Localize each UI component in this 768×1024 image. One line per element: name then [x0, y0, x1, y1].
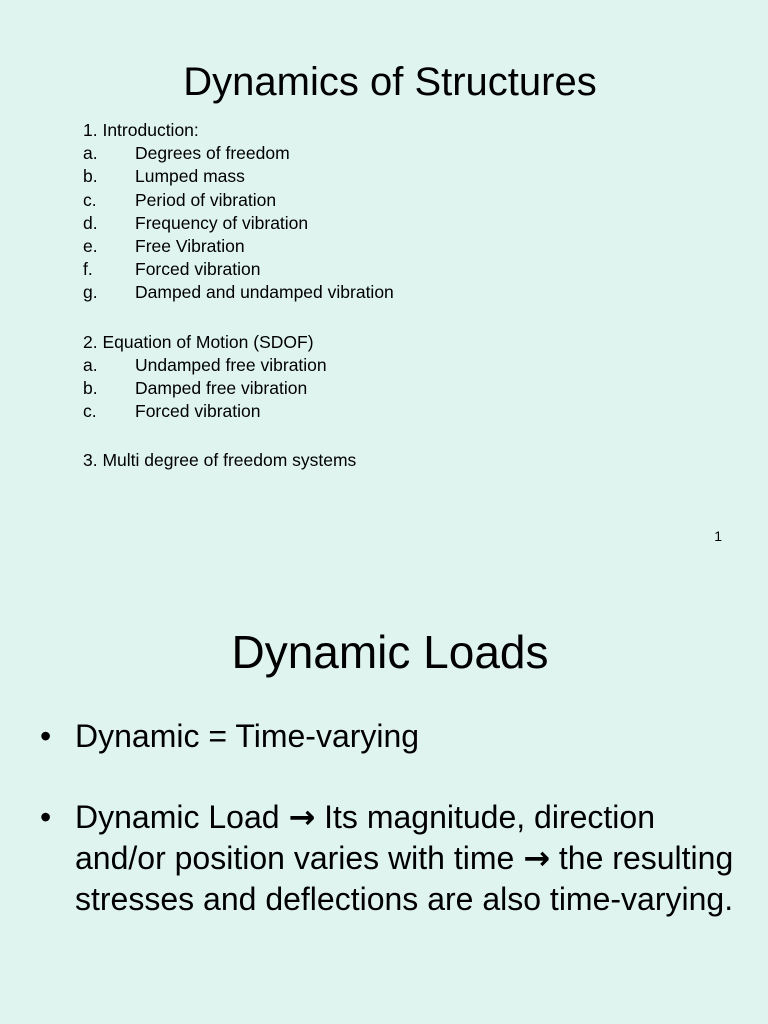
item-letter: a.	[83, 143, 98, 164]
bullet-list	[40, 716, 740, 960]
item-letter: c.	[83, 401, 97, 422]
item-letter: b.	[83, 378, 98, 399]
item-text: Damped free vibration	[135, 378, 308, 399]
item-text: Lumped mass	[135, 166, 245, 187]
spacer	[83, 423, 394, 449]
item-text: Degrees of freedom	[135, 143, 290, 164]
item-letter: c.	[83, 189, 97, 210]
item-letter: e.	[83, 236, 98, 257]
section-heading: 3. Multi degree of freedom systems	[83, 450, 357, 471]
item-letter: d.	[83, 212, 98, 233]
item-text: Frequency of vibration	[135, 212, 309, 233]
item-text: Free Vibration	[135, 236, 245, 257]
bullet-text-part: Its magnitude, direction and/or position varies with time	[75, 799, 655, 876]
slide-2	[0, 560, 768, 1024]
bullet-text-part: Dynamic Load	[75, 799, 289, 835]
page-number: 1	[714, 528, 722, 544]
slide-title: Dynamic Loads	[231, 626, 549, 678]
spacer	[83, 305, 394, 331]
list-item	[83, 165, 394, 188]
item-letter: f.	[83, 259, 93, 280]
list-item	[83, 400, 394, 423]
list-item	[83, 189, 394, 212]
item-text: Period of vibration	[135, 189, 277, 210]
arrow-right-icon: →	[523, 839, 551, 877]
list-item	[83, 377, 394, 400]
bullet-item	[40, 797, 740, 920]
item-text: Forced vibration	[135, 401, 261, 422]
item-text: Damped and undamped vibration	[135, 282, 394, 303]
list-item	[83, 258, 394, 281]
section-heading: 1. Introduction:	[83, 120, 199, 140]
table-of-contents	[83, 119, 394, 473]
item-text: Undamped free vibration	[135, 354, 327, 375]
bullet-text-part: the resulting stresses and deflections are also time-varying.	[75, 840, 734, 917]
list-item	[83, 142, 394, 165]
item-text: Forced vibration	[135, 259, 261, 280]
item-letter: g.	[83, 282, 98, 303]
list-item	[83, 212, 394, 235]
list-item	[83, 281, 394, 304]
item-letter: b.	[83, 166, 98, 187]
slide-title: Dynamics of Structures	[183, 60, 597, 104]
bullet-text: Dynamic = Time-varying	[75, 718, 420, 754]
list-item	[83, 354, 394, 377]
list-item	[83, 235, 394, 258]
arrow-right-icon: →	[288, 798, 316, 836]
section-heading: 2. Equation of Motion (SDOF)	[83, 331, 314, 352]
item-letter: a.	[83, 354, 98, 375]
bullet-icon: •	[40, 718, 52, 754]
bullet-icon: •	[40, 799, 52, 835]
bullet-item	[40, 716, 740, 757]
